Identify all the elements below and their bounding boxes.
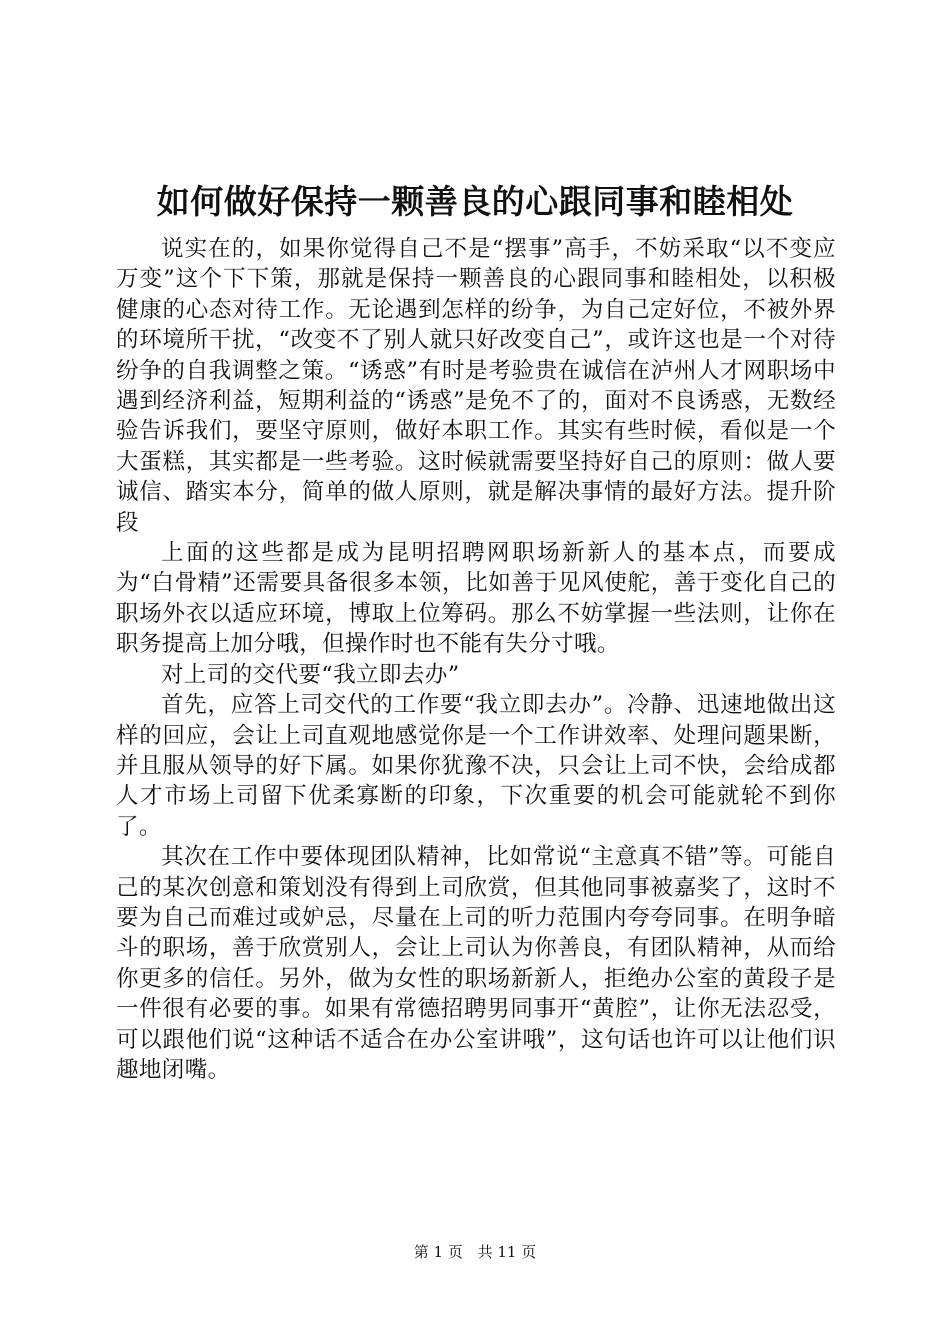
paragraph-5: 其次在工作中要体现团队精神，比如常说“主意真不错”等。可能自己的某次创意和策划没有得到上司欣赏，但其他同事被嘉奖了，这时不要为自己而难过或妒忌，尽量在上司的听力范围内夸夸同事。在明争暗斗的职场，善于欣赏别人，会让上司认为你善良，有团队精神，从而给你更多的信任。另外，做为女性的职场新新人，拒绝办公室的黄段子是一件很有必要的事。如果有常德招聘男同事开“黄腔”，让你无法忍受，可以跟他们说“这种话不适合在办公室讲哦”，这句话也许可以让他们识趣地闭嘴。	[116, 844, 836, 1083]
paragraph-4: 首先，应答上司交代的工作要“我立即去办”。冷静、迅速地做出这样的回应，会让上司直观地感觉你是一个工作讲效率、处理问题果断，并且服从领导的好下属。如果你犹豫不决，只会让上司不快，会给成都人才市场上司留下优柔寡断的印象，下次重要的机会可能就轮不到你了。	[116, 692, 836, 840]
page-footer	[0, 1242, 950, 1262]
page-total: 共 11 页	[477, 1243, 537, 1261]
paragraph-3-subheading: 对上司的交代要“我立即去办”	[161, 661, 460, 688]
paragraph-1: 说实在的，如果你觉得自己不是“摆事”高手，不妨采取“以不变应万变”这个下下策，那就是保持一颗善良的心跟同事和睦相处，以积极健康的心态对待工作。无论遇到怎样的纷争，为自己定好位，不被外界的环境所干扰，“改变不了别人就只好改变自己”，或许这也是一个对待纷争的自我调整之策。“诱惑”有时是考验贵在诚信在泸州人才网职场中遇到经济利益，短期利益的“诱惑”是免不了的，面对不良诱惑，无数经验告诉我们，要坚守原则，做好本职工作。其实有些时候，看似是一个大蛋糕，其实都是一些考验。这时候就需要坚持好自己的原则：做人要诚信、踏实本分，简单的做人原则，就是解决事情的最好方法。提升阶段	[116, 236, 836, 536]
article-body	[116, 234, 836, 1085]
page-number: 第 1 页	[413, 1243, 463, 1261]
paragraph-2: 上面的这些都是成为昆明招聘网职场新新人的基本点，而要成为“白骨精”还需要具备很多本领，比如善于见风使舵，善于变化自己的职场外衣以适应环境，博取上位筹码。那么不妨掌握一些法则，让你在职务提高上加分哦，但操作时也不能有失分寸哦。	[116, 540, 836, 658]
page-title: 如何做好保持一颗善良的心跟同事和睦相处	[156, 182, 794, 221]
